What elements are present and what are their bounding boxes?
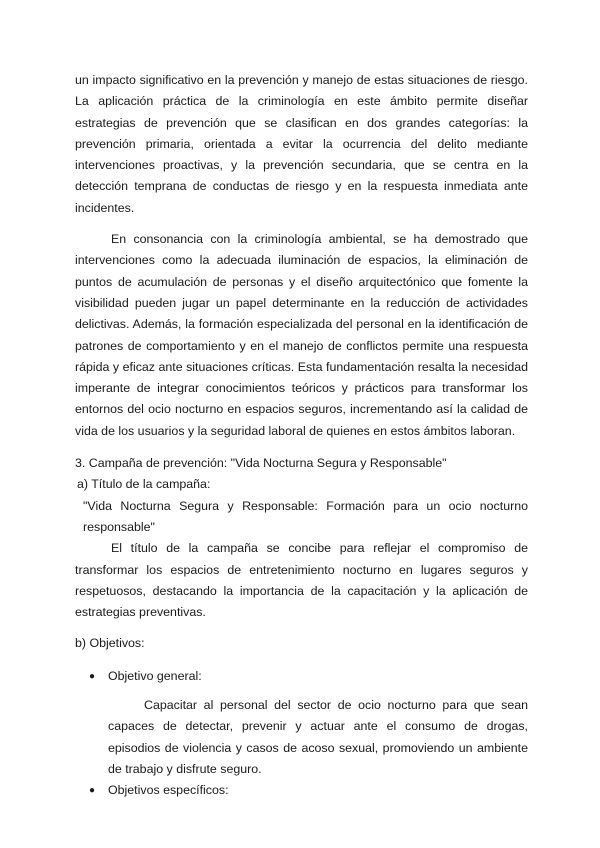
specific-objectives-label: Objetivos específicos: [108,783,229,798]
paragraph-1: un impacto significativo en la prevención y manejo de estas situaciones de riesgo. La aplicación práctica de la criminología en este ámbito permite diseñar estrategias de prevención que se clasifican en dos grandes categorías: la prevención primaria, orientada a evitar la ocurrencia del delito mediante intervenciones proactivas, y la prevención secundaria, que se centra en la detección temprana de conductas de riesgo y en la respuesta inmediata ante incidentes. [75,73,528,215]
subsection-b-label: b) Objetivos: [75,636,145,651]
document-body [75,70,528,802]
bullet-icon: ● [89,785,96,797]
subsection-a-label: a) Título de la campaña: [77,477,211,492]
bullet-icon: ● [89,670,96,682]
general-objective-label: Objetivo general: [108,668,202,683]
objectives-list [75,666,528,802]
campaign-description: El título de la campaña se concibe para reflejar el compromiso de transformar los espacios de entretenimiento nocturno en lugares seguros y respetuosos, destacando la importancia de la capacitación y la aplicación de estrategias preventivas. [75,541,528,620]
paragraph-2: En consonancia con la criminología ambiental, se ha demostrado que intervenciones como la adecuada iluminación de espacios, la eliminación de puntos de acumulación de personas y el diseño arquitectónico que fomente la visibilidad pueden jugar un papel determinante en la reducción de actividades delictivas. Además, la formación especializada del personal en la identificación de patrones de comportamiento y en el manejo de conflictos permite una respuesta rápida y eficaz ante situaciones críticas. Esta fundamentación resalta la necesidad imperante de integrar conocimientos teóricos y prácticos para transformar los entornos del ocio nocturno en espacios seguros, incrementando así la calidad de vida de los usuarios y la seguridad laboral de quienes en estos ámbitos laboran. [75,232,528,438]
campaign-title: "Vida Nocturna Segura y Responsable: Formación para un ocio nocturno responsable" [83,498,528,534]
section-3-heading: 3. Campaña de prevención: "Vida Nocturna Segura y Responsable" [75,456,447,471]
list-item-specific-objectives [75,780,528,801]
list-item-general-objective [75,666,528,780]
general-objective-text: Capacitar al personal del sector de ocio nocturno para que sean capaces de detectar, prevenir y actuar ante el consumo de drogas, episodios de violencia y casos de acoso sexual, promoviendo un ambiente de trabajo y disfrute seguro. [108,698,528,776]
